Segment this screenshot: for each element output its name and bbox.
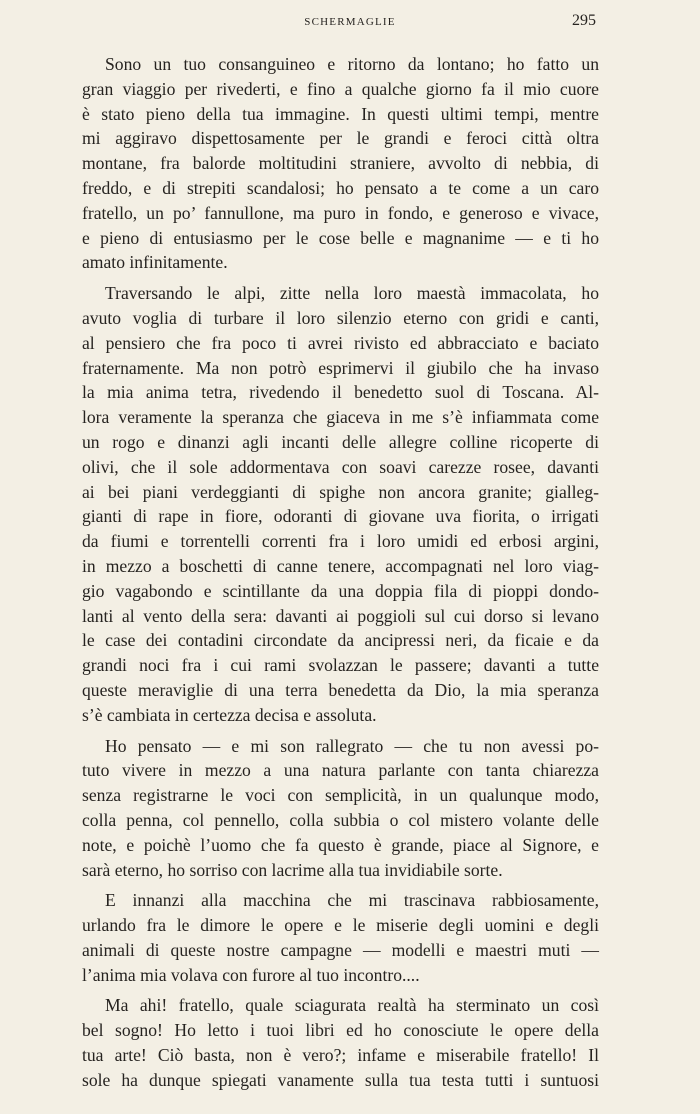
text-line: E innanzi alla macchina che mi trascinava rabbiosamente, [105, 890, 599, 911]
text-line: olivi, che il sole addormentava con soavi carezze rosee, davanti [82, 456, 599, 477]
text-line: grandi noci fra i cui rami svolazzan le passere; davanti a tutte [82, 655, 599, 676]
paragraph [82, 888, 599, 987]
text-line: lora veramente la speranza che giaceva in me s’è infiammata come [82, 407, 599, 428]
text-line: sarà eterno, ho sorriso con lacrime alla tua invidiabile sorte. [82, 859, 503, 880]
text-line: lanti al vento della sera: davanti ai poggioli sul cui dorso si levano [82, 605, 599, 626]
text-line: da fiumi e torrentelli correnti fra i loro umidi ed erbosi argini, [82, 531, 599, 552]
paragraph [82, 734, 599, 883]
text-line: Ho pensato — e mi son rallegrato — che tu non avessi po- [105, 735, 599, 756]
text-line: montane, fra balorde moltitudini straniere, avvolto di nebbia, di [82, 153, 599, 174]
text-line: e pieno di entusiasmo per le cose belle e magnanime — e ti ho [82, 227, 599, 248]
text-line: urlando fra le dimore le opere e le miserie degli uomini e degli [82, 915, 599, 936]
text-line: colla penna, col pennello, colla subbia o col mistero volante delle [82, 809, 599, 830]
text-line: Sono un tuo consanguineo e ritorno da lontano; ho fatto un [105, 54, 599, 74]
running-title: SCHERMAGLIE [304, 16, 396, 28]
text-line: gran viaggio per rivederti, e fino a qualche giorno fa il mio cuore [82, 78, 599, 99]
text-line: al pensiero che fra poco ti avrei rivisto ed abbracciato e baciato [82, 332, 599, 353]
text-line: è stato pieno della tua immagine. In questi ultimi tempi, mentre [82, 103, 599, 124]
text-line: tua arte! Ciò basta, non è vero?; infame e miserabile fratello! Il [82, 1045, 599, 1066]
text-line: le case dei contadini circondate da ancipressi neri, da ficaie e da [82, 630, 599, 651]
text-line: gianti di rape in fiore, odoranti di giovane uva fiorita, o irrigati [82, 506, 599, 527]
text-line: senza registrarne le voci con semplicità, in un qualunque modo, [82, 785, 599, 806]
page-number: 295 [572, 12, 596, 29]
text-line: amato infinitamente. [82, 252, 228, 273]
text-line: la mia anima tetra, rivedendo il benedetto suol di Toscana. Al- [82, 382, 599, 403]
paragraph [82, 281, 599, 727]
text-line: fratello, un po’ fannullone, ma puro in fondo, e generoso e vivace, [82, 202, 599, 223]
text-line: ai bei piani verdeggianti di spighe non ancora granite; gialleg- [82, 481, 599, 502]
text-line: s’è cambiata in certezza decisa e assoluta. [82, 704, 377, 725]
text-line: mi aggiravo dispettosamente per le grandi e feroci città oltra [82, 128, 599, 149]
text-line: queste meraviglie di una terra benedetta da Dio, la mia speranza [82, 679, 599, 700]
text-line: fraternamente. Ma non potrò esprimervi il giubilo che ha invaso [82, 357, 599, 378]
text-line: avuto voglia di turbare il loro silenzio eterno con gridi e canti, [82, 307, 599, 328]
text-line: tuto vivere in mezzo a una natura parlante con tanta chiarezza [82, 760, 599, 781]
text-line: in mezzo a boschetti di canne tenere, accompagnati nel loro viag- [82, 555, 599, 576]
text-line: un rogo e dinanzi agli incanti delle allegre colline ricoperte di [82, 431, 599, 452]
body-text [82, 52, 599, 1093]
text-line: sole ha dunque spiegati vanamente sulla tua testa tutti i suntuosi [82, 1069, 599, 1090]
text-line: l’anima mia volava con furore al tuo incontro.... [82, 964, 420, 985]
text-line: gio vagabondo e scintillante da una doppia fila di pioppi dondo- [82, 580, 599, 601]
text-line: animali di queste nostre campagne — modelli e maestri muti — [82, 939, 599, 960]
text-line: freddo, e di strepiti scandalosi; ho pensato a te come a un caro [82, 177, 599, 198]
paragraph [82, 52, 599, 275]
text-line: Ma ahi! fratello, quale sciagurata realtà ha sterminato un così [105, 995, 599, 1016]
text-line: note, e poichè l’uomo che fa questo è grande, piace al Signore, e [82, 834, 599, 855]
text-line: Traversando le alpi, zitte nella loro maestà immacolata, ho [105, 283, 599, 304]
running-head [0, 12, 700, 32]
paragraph [82, 993, 599, 1092]
text-line: bel sogno! Ho letto i tuoi libri ed ho conosciute le opere della [82, 1020, 599, 1041]
